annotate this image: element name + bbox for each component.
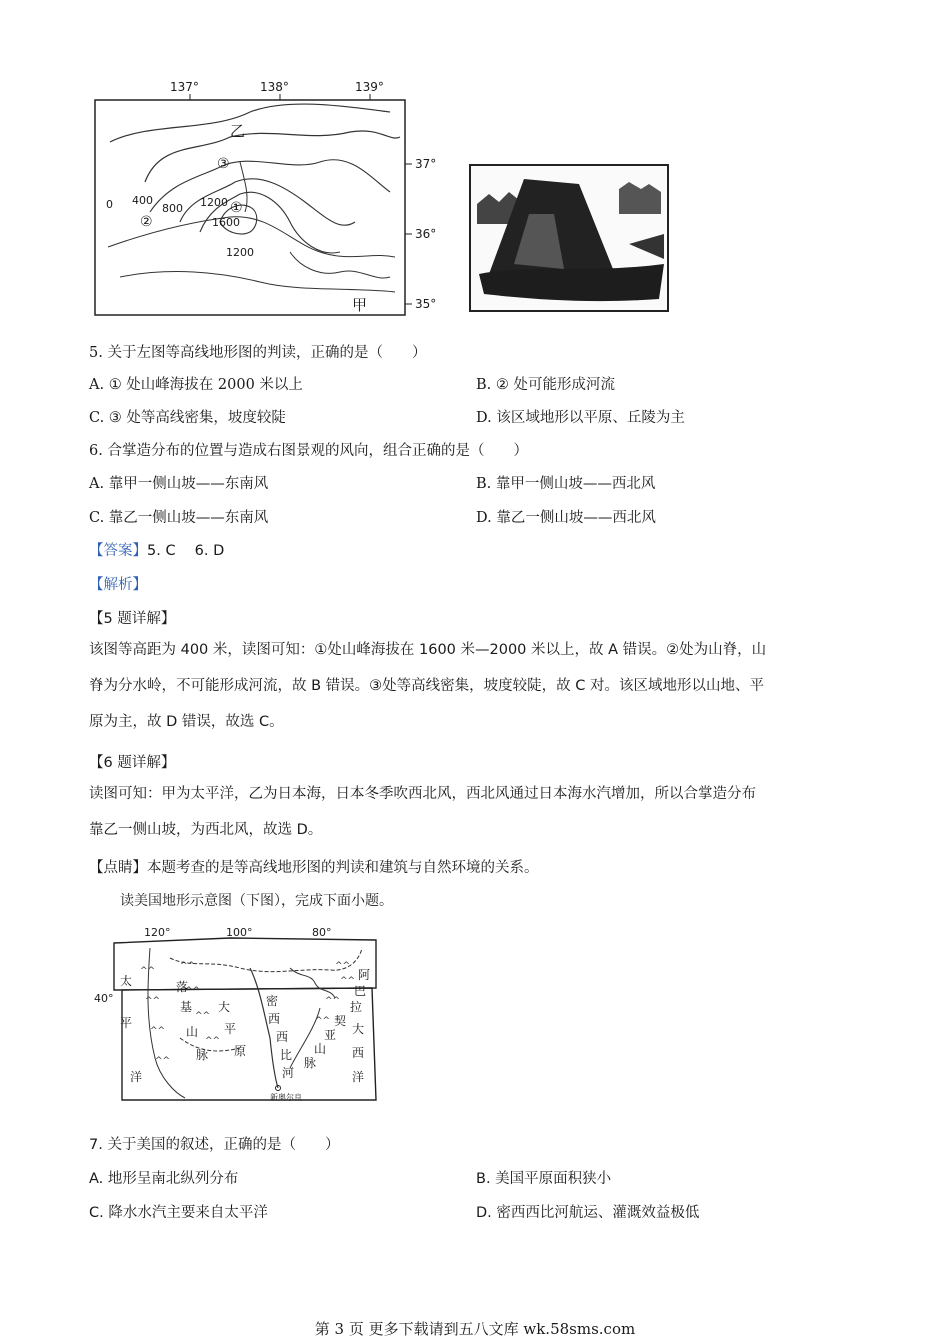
svg-text:^^: ^^ — [325, 996, 341, 1006]
detail6-title: 【6 题详解】 — [89, 755, 176, 771]
svg-text:^^: ^^ — [145, 996, 161, 1006]
q6-option-b: B. 靠甲一侧山坡——西北风 — [476, 476, 656, 492]
us-label-bi: 比 — [280, 1048, 293, 1062]
q6-stem: 6. 合掌造分布的位置与造成右图景观的风向，组合正确的是（ ） — [89, 443, 528, 459]
us-label-ya: 亚 — [324, 1028, 337, 1042]
point-3: ③ — [217, 156, 230, 172]
us-label-shan2: 山 — [314, 1042, 327, 1056]
lon-137: 137° — [170, 80, 199, 94]
intro-text: 读美国地形示意图（下图），完成下面小题。 — [120, 893, 393, 909]
answer-line — [89, 539, 224, 560]
contour-1200-a: 1200 — [200, 196, 228, 209]
label-yi: 乙 — [230, 122, 246, 140]
svg-text:^^: ^^ — [195, 1011, 211, 1021]
contour-800: 800 — [162, 202, 183, 215]
contour-1200-b: 1200 — [226, 246, 254, 259]
page-footer: 第 3 页 更多下载请到五八文库 wk.58sms.com — [314, 1320, 636, 1338]
us-label-ping2: 平 — [224, 1022, 237, 1036]
q6-option-d: D. 靠乙一侧山坡——西北风 — [476, 510, 656, 526]
detail6-body — [89, 776, 865, 848]
us-label-da1: 大 — [218, 1000, 231, 1014]
lon-138: 138° — [260, 80, 289, 94]
svg-text:^^: ^^ — [155, 1056, 171, 1066]
lat-35: 35° — [415, 297, 437, 311]
svg-text:^^: ^^ — [180, 961, 196, 971]
us-label-yang2: 洋 — [352, 1070, 365, 1084]
us-lon-120: 120° — [144, 926, 171, 939]
answer-tag: 【答案】 — [89, 543, 147, 559]
detail5-title: 【5 题详解】 — [89, 611, 176, 627]
analysis-tag: 【解析】 — [89, 577, 147, 593]
us-label-ba: 巴 — [354, 984, 367, 998]
us-label-yuan: 原 — [234, 1044, 247, 1058]
us-label-tai: 太 — [120, 974, 133, 988]
detail5-line-2: 脊为分水岭，不可能形成河流，故 B 错误。③处等高线密集，坡度较陡，故 C 对。该区域地形以山地、平 — [89, 678, 765, 694]
us-label-ji: 基 — [180, 1000, 193, 1014]
house-photo-image — [469, 164, 669, 312]
detail5-line-1: 该图等高距为 400 米，读图可知：①处山峰海拔在 1600 米—2000 米以上，故 A 错误。②处为山脊，山 — [89, 642, 767, 658]
us-label-ping: 平 — [120, 1016, 133, 1030]
q6-option-c: C. 靠乙一侧山坡——东南风 — [89, 510, 269, 526]
us-label-mi: 密 — [266, 994, 279, 1008]
usa-map-figure — [94, 926, 382, 1106]
us-label-mai2: 脉 — [304, 1056, 317, 1070]
lat-36: 36° — [415, 227, 437, 241]
detail5-body — [89, 632, 865, 740]
us-label-a: 阿 — [358, 968, 371, 982]
svg-text:^^: ^^ — [150, 1026, 166, 1036]
us-label-la: 拉 — [350, 1000, 363, 1014]
contour-1600: 1600 — [212, 216, 240, 229]
svg-text:^^: ^^ — [140, 966, 156, 976]
us-label-luo: 落 — [176, 980, 189, 994]
q7-option-b: B. 美国平原面积狭小 — [476, 1171, 612, 1187]
us-label-new-orleans: 新奥尔良 — [270, 1093, 302, 1102]
point-1: ① — [230, 200, 243, 216]
us-lon-80: 80° — [312, 926, 332, 939]
us-lon-100: 100° — [226, 926, 253, 939]
q7-stem: 7. 关于美国的叙述，正确的是（ ） — [89, 1137, 340, 1153]
us-label-shan1: 山 — [186, 1025, 199, 1039]
us-lat-40: 40° — [94, 992, 114, 1005]
answer-text: 5. C 6. D — [147, 543, 225, 559]
us-label-mai1: 脉 — [196, 1048, 209, 1062]
comment-text: 本题考查的是等高线地形图的判读和建筑与自然环境的关系。 — [147, 860, 539, 876]
contour-0: 0 — [106, 198, 113, 211]
q7-option-a: A. 地形呈南北纵列分布 — [89, 1171, 239, 1187]
svg-text:^^: ^^ — [340, 976, 356, 986]
q6-option-a: A. 靠甲一侧山坡——东南风 — [89, 476, 269, 492]
comment-tag: 【点睛】 — [89, 860, 147, 876]
label-jia: 甲 — [352, 296, 368, 314]
comment-line — [89, 856, 539, 877]
q5-option-a: A. ① 处山峰海拔在 2000 米以上 — [89, 377, 303, 393]
svg-text:^^: ^^ — [335, 961, 351, 971]
us-label-da2: 大 — [352, 1022, 365, 1036]
q7-option-c: C. 降水水汽主要来自太平洋 — [89, 1205, 268, 1221]
gassho-photo — [469, 164, 669, 312]
detail6-line-2: 靠乙一侧山坡，为西北风，故选 D。 — [89, 822, 323, 838]
point-2: ② — [140, 214, 153, 230]
q5-option-c: C. ③ 处等高线密集，坡度较陡 — [89, 410, 286, 426]
svg-text:^^: ^^ — [205, 1036, 221, 1046]
us-label-xi2: 西 — [276, 1030, 289, 1044]
us-label-qi: 契 — [334, 1014, 347, 1028]
contour-map-figure — [90, 82, 440, 322]
lat-37: 37° — [415, 157, 437, 171]
q5-option-b: B. ② 处可能形成河流 — [476, 377, 615, 393]
us-label-xi: 西 — [268, 1012, 281, 1026]
lon-139: 139° — [355, 80, 384, 94]
q5-option-d: D. 该区域地形以平原、丘陵为主 — [476, 410, 685, 426]
us-label-xi3: 西 — [352, 1046, 365, 1060]
q7-option-d: D. 密西西比河航运、灌溉效益极低 — [476, 1205, 700, 1221]
q5-stem: 5. 关于左图等高线地形图的判读，正确的是（ ） — [89, 345, 427, 361]
detail5-line-3: 原为主，故 D 错误，故选 C。 — [89, 714, 284, 730]
detail6-line-1: 读图可知：甲为太平洋，乙为日本海，日本冬季吹西北风，西北风通过日本海水汽增加，所以合掌造分布 — [89, 786, 756, 802]
us-label-yang1: 洋 — [130, 1070, 143, 1084]
svg-text:^^: ^^ — [185, 986, 201, 996]
svg-text:^^: ^^ — [315, 1016, 331, 1026]
contour-400: 400 — [132, 194, 153, 207]
us-label-he: 河 — [282, 1066, 295, 1080]
